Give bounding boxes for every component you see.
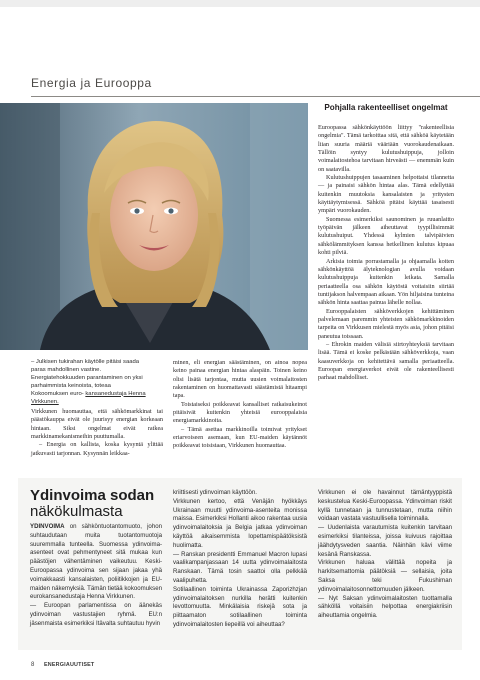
- box-column-left: [30, 523, 162, 629]
- box-paragraph: — Ranskan presidentti Emmanuel Macron lupasi vaalikampanjassaan 14 uutta ydinvoimalaitosta Ranskaan. Tämä tosin saattoi olla pelkkää vaalipuhetta.: [173, 550, 307, 584]
- page-number: 8: [31, 662, 35, 668]
- box-subtitle: näkökulmasta: [30, 503, 123, 520]
- section-divider: [31, 96, 480, 97]
- box-paragraph: — Euroopan parlamentissa on äänekäs ydinvoiman vastustajien ryhmä. EU:n jäsenmaista esimerkiksi Itävalta suhtautuu hyvin: [30, 602, 162, 627]
- article-column-middle: [173, 359, 307, 451]
- box-lead-text: on sähköntuotantomuoto, johon suhtaudutaan muita tuotantomuotoja suuremmalla tunteella. Suomessa ydinvoima-asenteet ovat pehmentyneet sitä mukaa kun päästöjen vähentäminen vaikeutuu. Keski-Euroopassa ydinvoima sen sijaan jakaa yhä voimakkaasti kansalaisten, poliitikkojen ja EU-maiden näkemyksiä. Tämän tietää kokoomuksen eurokansanedustaja Henna Virkkunen.: [30, 523, 162, 601]
- paragraph: Virkkunen huomauttaa, että sähkömarkkinat tai päästökauppa eivät ole juurisyy energian korkeaan hintaan. Siksi ongelmat eivät ratkea markkinamekanismeihin puuttumalla.: [31, 408, 163, 441]
- box-column-right: [318, 489, 452, 621]
- box-paragraph: Virkkunen haluaa välittää nopeita ja harkitsemattomia päätöksiä — sellaisia, joita Saksa teki Fukushiman ydinvoimalaitosonnettomuuden jälkeen.: [318, 559, 452, 593]
- paragraph: – Ehrokin maiden välisiä siirtoyhteyksiä tarvitaan lisää. Tämä ei koske pelkästään sähköverkkoja, vaan kaasuverkkoja on kehitettävä samalla periaatteella. Euroopan energiaverkot eivät ole rakenteellisesti parhaat mahdolliset.: [318, 340, 454, 382]
- photo-caption: [31, 359, 147, 406]
- box-paragraph: — Nyt Saksan ydinvoimalaitosten tuottamalla sähköllä voitaisiin helpottaa energiakriisin aiheuttamia ongelmia.: [318, 594, 452, 620]
- box-paragraph: [30, 523, 162, 602]
- paragraph: – Tämä asettaa markkinoilla toimivat yritykset eriarvoiseen asemaan, kun EU-maiden käytännöt poikkeavat toisistaan, Virkkunen huomauttaa.: [173, 425, 307, 450]
- section-title: Energia ja Eurooppa: [31, 76, 152, 90]
- caption-text: – Julkisen tukirahan käytölle pitäisi saada paras mahdollinen vastine. Energiatehokkuuden parantaminen on yksi parhaimmista keinoista, toteaa Kokoomuksen euro-: [31, 359, 143, 397]
- article-column-left: [31, 408, 163, 458]
- box-paragraph: Virkkunen ei ole havainnut tämäntyyppistä keskustelua Keski-Euroopassa. Ydinvoiman riskit kyllä tunnetaan ja tunnustetaan, mutta niihin voidaan vastata vastuullisella toiminnalla.: [318, 489, 452, 523]
- box-title: Ydinvoima sodan: [30, 487, 155, 504]
- box-lead-word: YDINVOIMA: [30, 523, 65, 530]
- paragraph: minen, eli energian säästäminen, on ainoa nopea keino painaa energian hintaa alaspäin. Toinen keino olisi lisätä tarjontaa, mutta uusien voimalaitosten rakentaminen on huomattavasti säästämistä hitaampi tapa.: [173, 359, 307, 400]
- box-paragraph: kriittisesti ydinvoiman käyttöön.: [173, 489, 257, 496]
- box-paragraph: Sotilaallinen toiminta Ukrainassa Zaporizhzjan ydinvoimalaitoksen nurkilla herätti kuitenkin levottomuutta. Minkälaisia riskejä sota ja piittaamaton sotilaallinen toiminta ydinvoimalaitosten liepeillä voi aiheuttaa?: [173, 585, 307, 628]
- box-paragraph: — Uudenlaista varautumista kuitenkin tarvitaan esimerkiksi tilanteissa, joissa kuivuus rajoittaa jäähdytysveden saantia. Näinhän kävi viime kesänä Ranskassa.: [318, 524, 452, 558]
- article-column-right: [318, 124, 454, 383]
- caption-person: kansanedustaja Henna Virkkunen.: [31, 390, 146, 405]
- paragraph: Arkisia toimia porrastamalla ja ohjaamalla koiten sähkönkäyttöä älyteknologian avulla voidaan kulutushuippuja kuitenkin leikata. Samalla periaatteella osa sähkön käytöstä voitaisiin siirtää tuntijakson halvempaan aikaan. Yön hiljaisina tunteina sähkön hinta saattaa painua lähelle nollaa.: [318, 257, 454, 307]
- paragraph: Toistaiseksi poikkeavat kansalliset ratkaisukeinot pitäisivät kuitenkin yhteisiä eurooppalaisia energiamarkkinoita.: [173, 400, 307, 425]
- article-subheading: Pohjalla rakenteelliset ongelmat: [324, 103, 448, 112]
- portrait-photo: [0, 103, 308, 350]
- box-column-middle: [173, 489, 307, 630]
- box-paragraph: Virkkunen kertoo, että Venäjän hyökkäys Ukrainaan muutti ydinvoima-asenteita monissa maissa. Esimerkiksi Hollanti aikoo rakentaa uusia ydinvoimalaitoksia ja Belgia jatkaa ydinvoiman käyttöä aikaisemmista lopettamispäätöksistä huolimatta.: [173, 497, 307, 549]
- paragraph: Kulutushuippujen tasaaminen helpottaisi tilannetta — ja painaisi sähkön hintaa alas. Tämä edellyttää kuitenkin muutoksia kansalaisten ja yritysten käyttäytymisessä. Sähköä pitäisi käyttää tasaisesti ympäri vuorokauden.: [318, 174, 454, 215]
- paragraph: Euroopassa sähkönkäyttöön liittyy "rakenteellisia ongelmia". Tämä tarkoittaa sitä, että sähköä käytetään liian suuria määriä vääriään vuorokaudenaikaan. Tällöin syntyy kulutushuippuja, jolloin voimalaitostehoa tarvitaan hirveästi — enemmän kuin on saatavilla.: [318, 124, 454, 173]
- publication-name: ENERGIAUUTISET: [44, 662, 95, 668]
- paragraph: Suomessa esimerkiksi saunominen ja ruuanlaitto työpäivän jälkeen aiheuttavat tyypillisimmät kulutushuiput. Yhdessä kylmien talvipäivien sähkölämmityksen kanssa hetkellinen kulutus kipuaa kohti pilviä.: [318, 215, 454, 257]
- top-margin-strip: [0, 0, 480, 7]
- paragraph: – Energia on kallista, koska kysyntä ylittää jatkuvasti tarjonnan. Kysynnän leikkaa-: [31, 441, 163, 457]
- paragraph: Eurooppalaisten sähköverkkojen kehittäminen palvelemaan paremmin yhteisten sähkömarkkinoiden tarpeita on Virkkusen mielestä myös asia, johon pitäisi paneutua toissaan.: [318, 307, 454, 340]
